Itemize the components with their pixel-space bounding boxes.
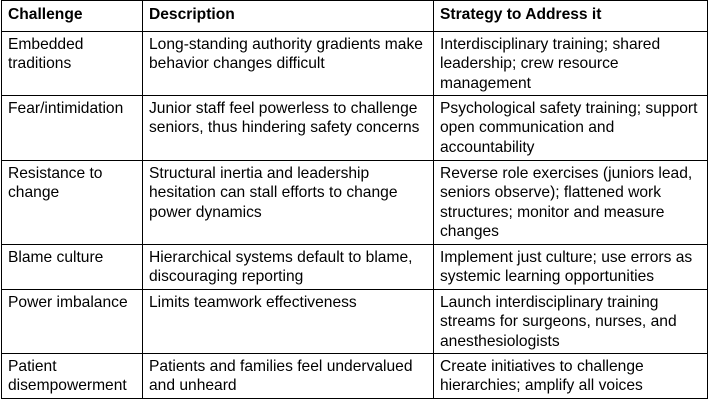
table-row — [2, 96, 708, 161]
header-strategy: Strategy to Address it — [434, 1, 708, 32]
strategy-cell: Launch interdisciplinary training streams for surgeons, nurses, and anesthesiologists — [434, 290, 708, 354]
table-row — [2, 32, 708, 96]
header-challenge: Challenge — [2, 1, 143, 32]
table-header-row — [2, 1, 708, 32]
table-row — [2, 354, 708, 399]
table-row — [2, 161, 708, 245]
strategy-cell: Reverse role exercises (juniors lead, seniors observe); flattened work structures; monitor and measure changes — [434, 161, 708, 245]
description-cell: Structural inertia and leadership hesitation can stall efforts to change power dynamics — [143, 161, 434, 245]
challenge-cell: Fear/intimidation — [2, 96, 143, 161]
description-cell: Limits teamwork effectiveness — [143, 290, 434, 354]
challenge-cell: Patient disempowerment — [2, 354, 143, 399]
challenge-cell: Blame culture — [2, 245, 143, 290]
strategy-cell: Interdisciplinary training; shared leadership; crew resource management — [434, 32, 708, 96]
challenges-table — [1, 0, 708, 399]
table-row — [2, 290, 708, 354]
description-cell: Long-standing authority gradients make behavior changes difficult — [143, 32, 434, 96]
description-cell: Hierarchical systems default to blame, discouraging reporting — [143, 245, 434, 290]
challenge-cell: Embedded traditions — [2, 32, 143, 96]
table-row — [2, 245, 708, 290]
header-description: Description — [143, 1, 434, 32]
strategy-cell: Psychological safety training; support open communication and accountability — [434, 96, 708, 161]
strategy-cell: Implement just culture; use errors as systemic learning opportunities — [434, 245, 708, 290]
description-cell: Patients and families feel undervalued and unheard — [143, 354, 434, 399]
strategy-cell: Create initiatives to challenge hierarchies; amplify all voices — [434, 354, 708, 399]
description-cell: Junior staff feel powerless to challenge seniors, thus hindering safety concerns — [143, 96, 434, 161]
challenge-cell: Power imbalance — [2, 290, 143, 354]
challenge-cell: Resistance to change — [2, 161, 143, 245]
